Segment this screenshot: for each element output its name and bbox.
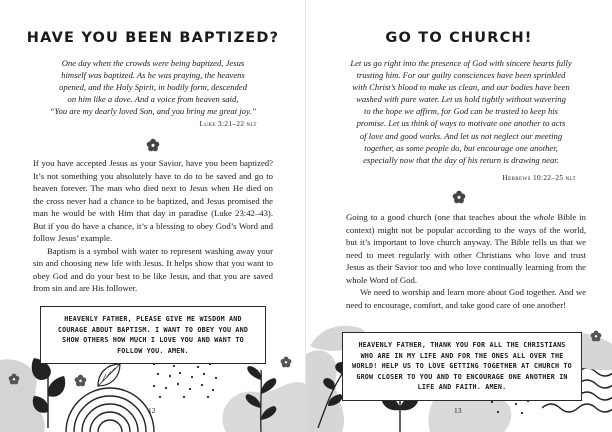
- verse-line: washed with pure water. Let us hold tightly without wavering: [356, 94, 566, 105]
- prayer-box: HEAVENLY FATHER, PLEASE GIVE ME WISDOM AND COURAGE ABOUT BAPTISM. I WANT TO OBEY YOU AND SHOW OTHERS HOW MUCH I LOVE YOU AND WANT TO FOLLOW YOU. AMEN.: [40, 306, 266, 364]
- flower-icon: [146, 138, 160, 152]
- emphasis-text: whole: [533, 212, 555, 222]
- verse-line: especially now that the day of his return is drawing near.: [363, 154, 559, 165]
- verse-line: trusting him. For our guilty consciences have been sprinkled: [356, 70, 566, 81]
- verse-reference: Hebrews 10:22–25 nlt: [502, 174, 576, 182]
- rainbow-arch-icon: [60, 382, 160, 432]
- body-text: [346, 211, 586, 311]
- page-title-church: GO TO CHURCH!: [385, 30, 533, 46]
- paragraph: We need to worship and learn more about God together. And we need to encourage, comfort, and take good care of one another!: [346, 287, 586, 310]
- verse-line: One day when the crowds were being baptized, Jesus: [61, 58, 245, 68]
- verse-line: with Christ’s blood to make us clean, and our bodies have been: [352, 82, 570, 93]
- scripture-verse: [42, 57, 264, 117]
- verse-line: to the hope we affirm, for God can be trusted to keep his: [363, 106, 559, 117]
- leaf-icon: [236, 366, 286, 432]
- verse-line: on him like a dove. And a voice from heaven said,: [67, 94, 239, 105]
- flower-icon: [8, 373, 20, 385]
- flower-icon: [452, 190, 466, 204]
- flower-icon: [590, 330, 602, 342]
- scripture-verse: [338, 57, 584, 166]
- verse-line: “You are my dearly loved Son, and you bring me great joy.”: [49, 106, 257, 117]
- prayer-box: HEAVENLY FATHER, THANK YOU FOR ALL THE CHRISTIANS WHO ARE IN MY LIFE AND FOR THE ONES ALL OVER THE WORLD! HELP US TO LOVE GETTING TOGETHER AT CHURCH TO GROW CLOSER TO YOU AND TO ENCOURAGE ONE ANOTHER IN LIFE AND FAITH. AMEN.: [342, 332, 582, 401]
- verse-line: himself was baptized. As he was praying, the heavens: [61, 70, 245, 81]
- verse-line: opened, and the Holy Spirit, in bodily form, descended: [59, 82, 247, 93]
- paragraph: [346, 211, 586, 286]
- verse-line: of love and good works. And let us not neglect our meeting: [359, 130, 563, 141]
- verse-reference: Luke 3:21–22 nlt: [199, 120, 257, 128]
- page-number: 13: [454, 406, 462, 415]
- dots-pattern-icon: [150, 360, 220, 400]
- right-page: [306, 0, 612, 432]
- page-title-baptized: HAVE YOU BEEN BAPTIZED?: [26, 30, 280, 46]
- paragraph: If you have accepted Jesus as your Savior, have you been baptized? It’s not something you absolutely have to do to be saved and go to heaven forever. The man who died next to Jesus when He died on the cross never had a chance to be baptized, and Jesus promised the man he would be with Him that day in paradise (Luke 23:42–43). But if you do have a chance, it’s a blessing to obey God’s Word and follow Jesus’ example.: [33, 158, 273, 244]
- page-number: 12: [148, 406, 156, 415]
- verse-line: together, as some people do, but encourage one another,: [364, 142, 558, 153]
- text-run: Going to a good church (one that teaches about the: [346, 212, 534, 222]
- verse-line: promise. Let us think of ways to motivate one another to acts: [356, 118, 566, 129]
- paragraph: Baptism is a symbol with water to represent washing away your sin and choosing new life with Jesus. It helps show that you want to obey God and do your best to be like Jesus, and that you are saved from sin and are His follower.: [33, 245, 273, 294]
- verse-line: Let us go right into the presence of God with sincere hearts fully: [350, 58, 572, 68]
- body-text: [33, 157, 273, 295]
- text-run: Bible in context) might not be popular according to the ways of the world, but it’s important to love church anyway. The Bible tells us that we need to meet regularly with other Christians who love and trust Jesus as their Savior too and who love continually learning from the whole Word of God.: [346, 212, 586, 285]
- flower-icon: [280, 356, 292, 368]
